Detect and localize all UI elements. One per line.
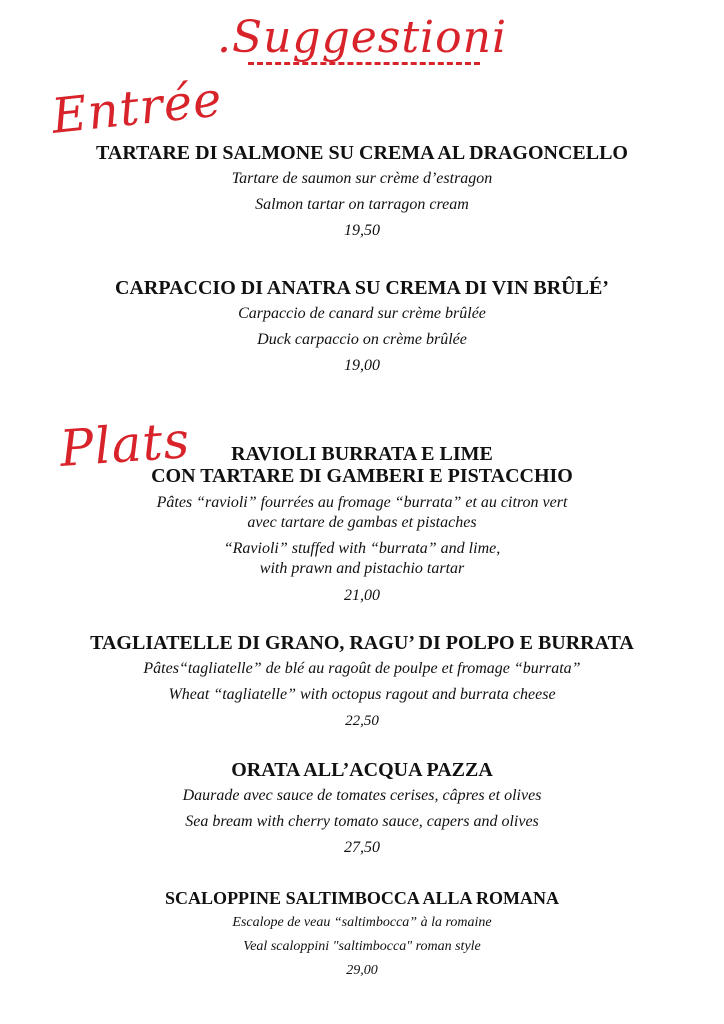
dish-name: RAVIOLI BURRATA E LIME bbox=[231, 443, 493, 465]
dish-item bbox=[0, 630, 724, 734]
dish-description-en: Duck carpaccio on crème brûlée bbox=[257, 331, 467, 348]
dish-description-fr: Escalope de veau “saltimbocca” à la romaine bbox=[232, 915, 492, 930]
section-heading-plats: Plats bbox=[57, 410, 192, 478]
dish-description-fr: Daurade avec sauce de tomates cerises, câpres et olives bbox=[182, 787, 542, 804]
dish-price: 21,00 bbox=[344, 587, 380, 604]
dish-price: 19,00 bbox=[344, 357, 380, 374]
dish-item bbox=[0, 757, 724, 861]
dish-description-en: Wheat “tagliatelle” with octopus ragout and burrata cheese bbox=[168, 686, 556, 703]
dish-name: TARTARE DI SALMONE SU CREMA AL DRAGONCELLO bbox=[96, 142, 628, 164]
dish-name: ORATA ALL’ACQUA PAZZA bbox=[231, 759, 493, 781]
dish-description-en: “Ravioli” stuffed with “burrata” and lime, bbox=[223, 540, 501, 557]
dish-description-en: Sea bream with cherry tomato sauce, capers and olives bbox=[185, 813, 539, 830]
dish-item bbox=[0, 140, 724, 244]
dish-name-line2: CON TARTARE DI GAMBERI E PISTACCHIO bbox=[151, 465, 573, 487]
dish-name: CARPACCIO DI ANATRA SU CREMA DI VIN BRÛLÉ’ bbox=[115, 277, 609, 299]
page-title: .Suggestioni bbox=[216, 12, 508, 63]
dish-item bbox=[0, 443, 724, 609]
dish-description-fr: Tartare de saumon sur crème d’estragon bbox=[231, 170, 493, 187]
dish-item bbox=[0, 885, 724, 983]
dish-description-fr: Pâtes “ravioli” fourrées au fromage “burrata” et au citron vert bbox=[156, 494, 568, 511]
section-heading-entree: Entrée bbox=[49, 71, 225, 145]
dish-description-en: Veal scaloppini "saltimbocca" roman style bbox=[243, 939, 481, 954]
dish-description-en-line2: with prawn and pistachio tartar bbox=[259, 560, 465, 577]
dish-description-fr-line2: avec tartare de gambas et pistaches bbox=[247, 514, 477, 531]
dish-description-fr: Carpaccio de canard sur crème brûlée bbox=[238, 305, 486, 322]
title-underline bbox=[248, 62, 480, 65]
dish-price: 29,00 bbox=[346, 963, 378, 978]
dish-name: SCALOPPINE SALTIMBOCCA ALLA ROMANA bbox=[165, 888, 559, 908]
dish-name: TAGLIATELLE DI GRANO, RAGU’ DI POLPO E BURRATA bbox=[90, 632, 634, 654]
dish-description-en: Salmon tartar on tarragon cream bbox=[255, 196, 469, 213]
dish-price: 19,50 bbox=[344, 222, 380, 239]
dish-item bbox=[0, 275, 724, 379]
dish-description-fr: Pâtes“tagliatelle” de blé au ragoût de poulpe et fromage “burrata” bbox=[143, 660, 581, 677]
dish-price: 27,50 bbox=[344, 839, 380, 856]
dish-price: 22,50 bbox=[345, 713, 379, 729]
